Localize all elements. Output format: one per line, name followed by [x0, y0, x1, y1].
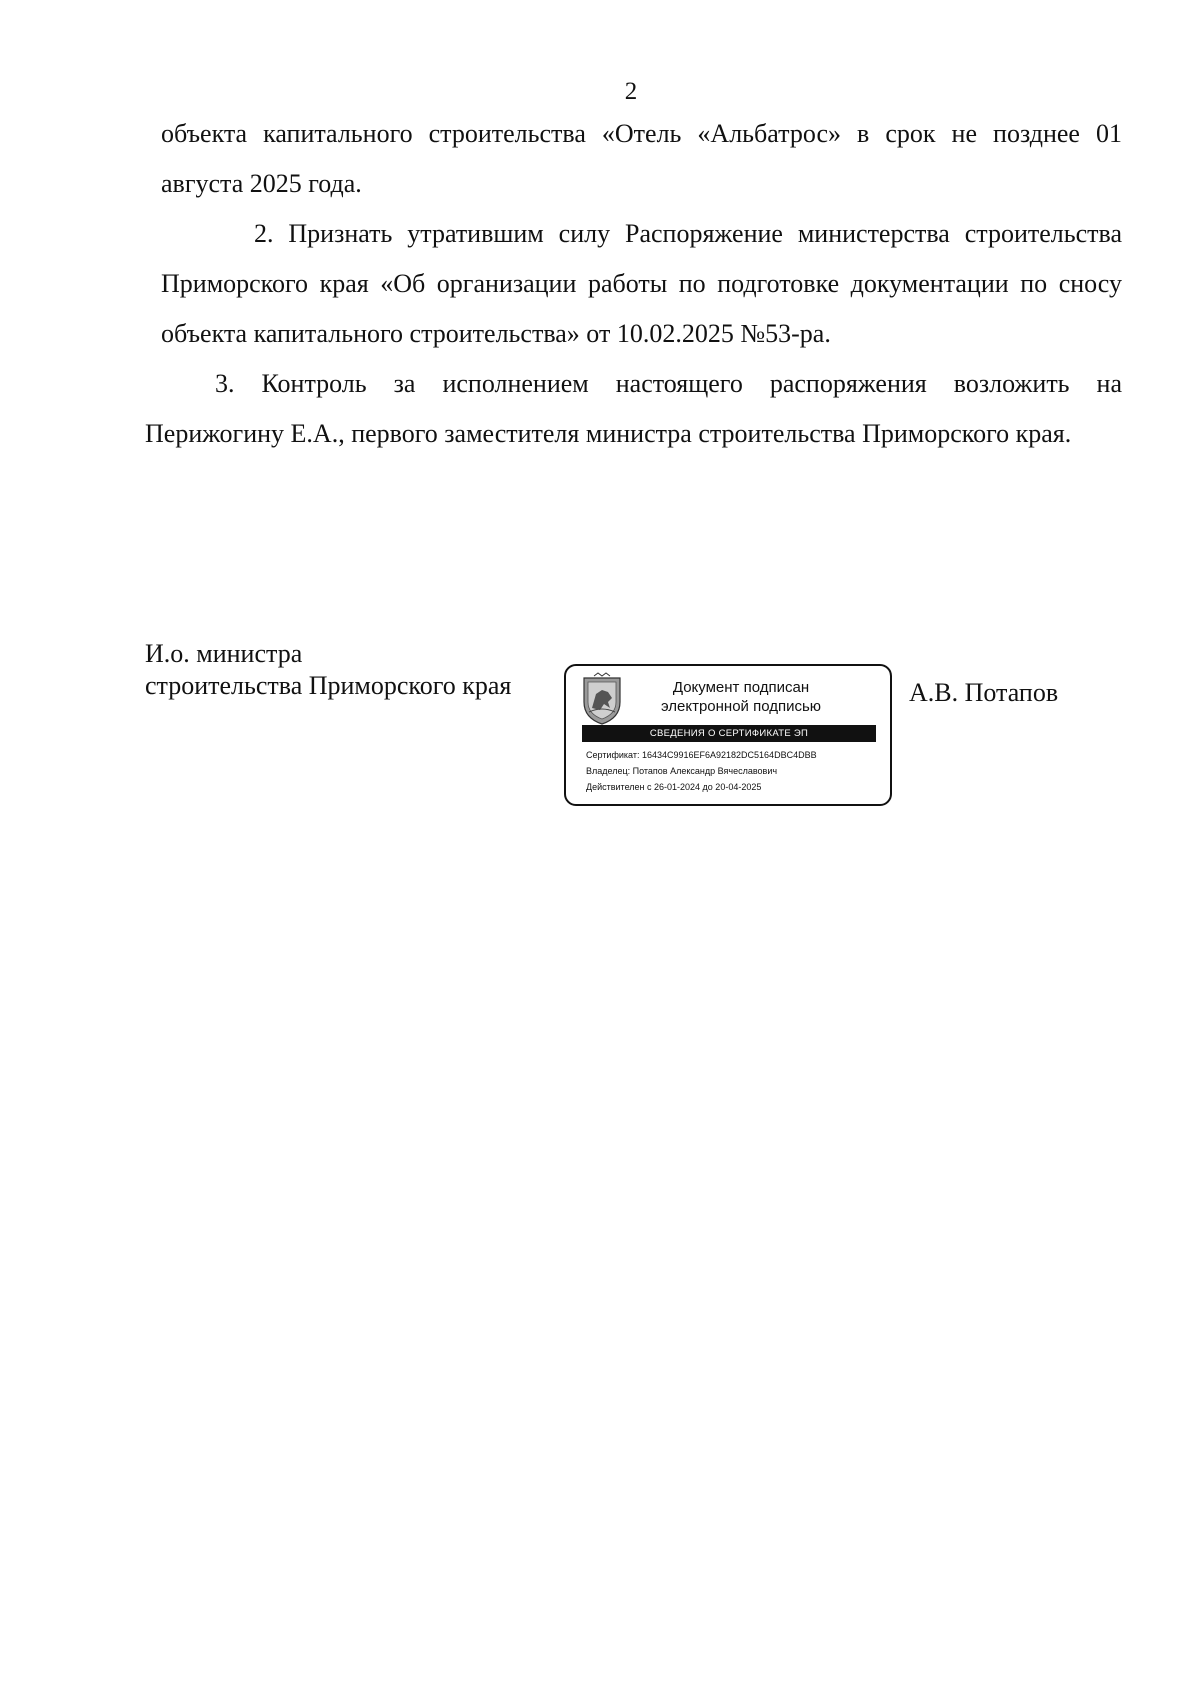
paragraph-3: 3. Контроль за исполнением настоящего распоряжения возложить на Перижогину Е.А., первого заместителя министра строительства Приморского края. [145, 369, 1122, 448]
stamp-title [626, 678, 856, 716]
certificate-header: СВЕДЕНИЯ О СЕРТИФИКАТЕ ЭП [582, 725, 876, 742]
paragraph-2: 2. Признать утратившим силу Распоряжение министерства строительства Приморского края «Об организации работы по подготовке документации по сносу объекта капитального строительства» от 10.02.2025 №53-ра. [161, 219, 1122, 348]
certificate-validity: Действителен с 26-01-2024 до 20-04-2025 [586, 782, 762, 792]
page-number: 2 [624, 78, 638, 105]
document-body [145, 109, 1122, 459]
electronic-signature-stamp [564, 664, 892, 806]
signer-position-line-2: строительства Приморского края [145, 671, 512, 700]
paragraph-1: объекта капитального строительства «Отель «Альбатрос» в срок не позднее 01 августа 2025 года. [161, 119, 1122, 198]
certificate-owner: Владелец: Потапов Александр Вячеславович [586, 766, 778, 776]
coat-of-arms-icon [582, 672, 622, 726]
signer-position [145, 638, 511, 702]
stamp-title-line-1: Документ подписан [672, 679, 810, 696]
certificate-details [586, 747, 817, 795]
signer-name: А.В. Потапов [909, 678, 1059, 707]
stamp-title-line-2: электронной подписью [660, 698, 822, 715]
certificate-number: Сертификат: 16434C9916EF6A92182DC5164DBC4DBB [586, 750, 817, 760]
signer-position-line-1: И.о. министра [145, 639, 303, 668]
